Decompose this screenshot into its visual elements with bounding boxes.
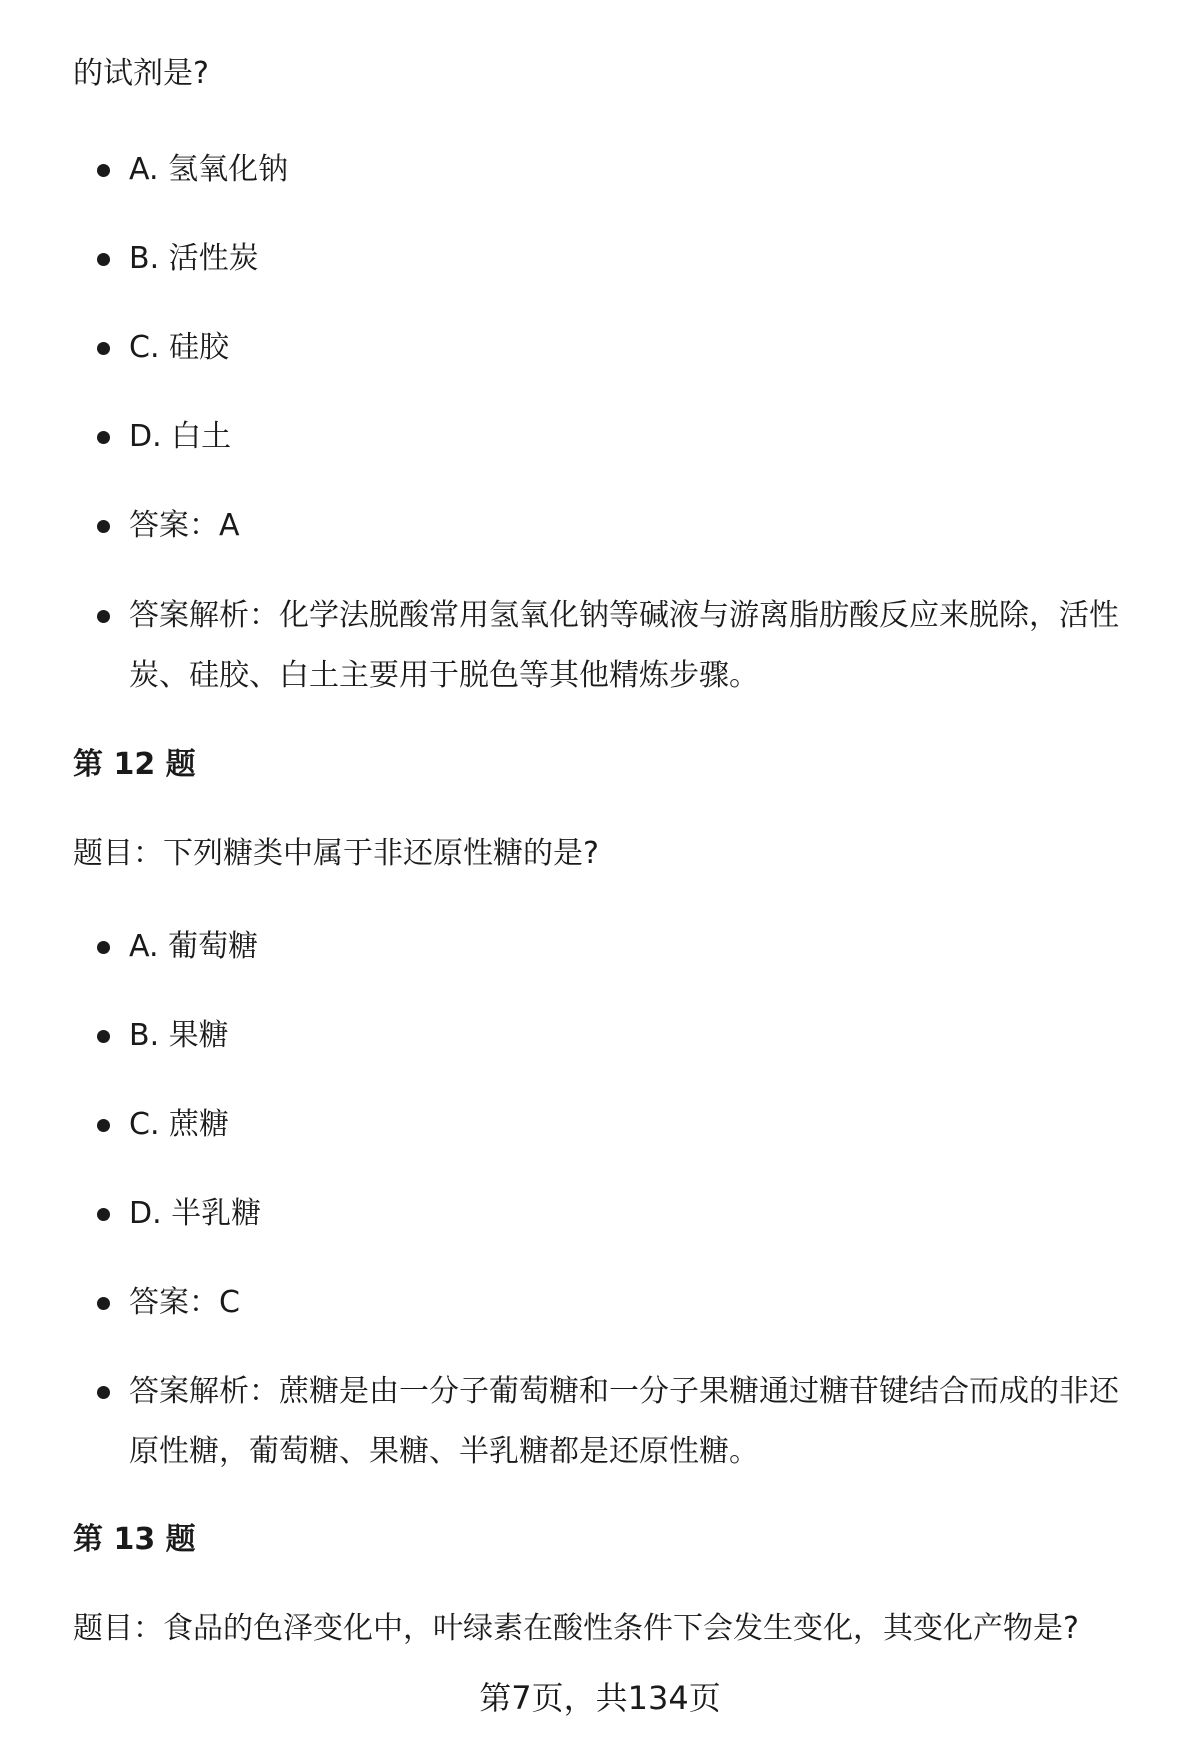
q11-option-b: B. 活性炭: [97, 229, 1147, 289]
q12-heading: 第 12 题: [73, 747, 196, 782]
bullet-icon: [97, 610, 110, 623]
bullet-icon: [97, 431, 110, 444]
q12-option-c: C. 蔗糖: [97, 1095, 1147, 1155]
bullet-icon: [97, 164, 110, 177]
q11-option-a: A. 氢氧化钠: [97, 140, 1147, 200]
q11-option-d: D. 白土: [97, 407, 1147, 467]
q12-option-d: D. 半乳糖: [97, 1184, 1147, 1244]
bullet-icon: [97, 1297, 110, 1310]
q12-explanation: 答案解析：蔗糖是由一分子葡萄糖和一分子果糖通过糖苷键结合而成的非还原性糖，葡萄糖、果糖、半乳糖都是还原性糖。: [97, 1362, 1147, 1482]
bullet-icon: [97, 1119, 110, 1132]
bullet-icon: [97, 520, 110, 533]
q11-option-c: C. 硅胶: [97, 318, 1147, 378]
q12-question: 题目：下列糖类中属于非还原性糖的是?: [73, 836, 599, 871]
bullet-icon: [97, 1208, 110, 1221]
bullet-icon: [97, 342, 110, 355]
q13-question: 题目：食品的色泽变化中，叶绿素在酸性条件下会发生变化，其变化产物是?: [73, 1611, 1079, 1646]
page-number-footer: 第7页，共134页: [479, 1679, 721, 1717]
bullet-icon: [97, 941, 110, 954]
q12-answer: 答案：C: [97, 1273, 1147, 1333]
bullet-icon: [97, 1030, 110, 1043]
bullet-icon: [97, 1386, 110, 1399]
q11-answer: 答案：A: [97, 496, 1147, 556]
q13-heading: 第 13 题: [73, 1522, 196, 1557]
q12-option-a: A. 葡萄糖: [97, 917, 1147, 977]
q11-question-tail: 的试剂是?: [73, 56, 209, 91]
q12-option-b: B. 果糖: [97, 1006, 1147, 1066]
q11-explanation: 答案解析：化学法脱酸常用氢氧化钠等碱液与游离脂肪酸反应来脱除，活性炭、硅胶、白土主要用于脱色等其他精炼步骤。: [97, 586, 1147, 706]
bullet-icon: [97, 253, 110, 266]
